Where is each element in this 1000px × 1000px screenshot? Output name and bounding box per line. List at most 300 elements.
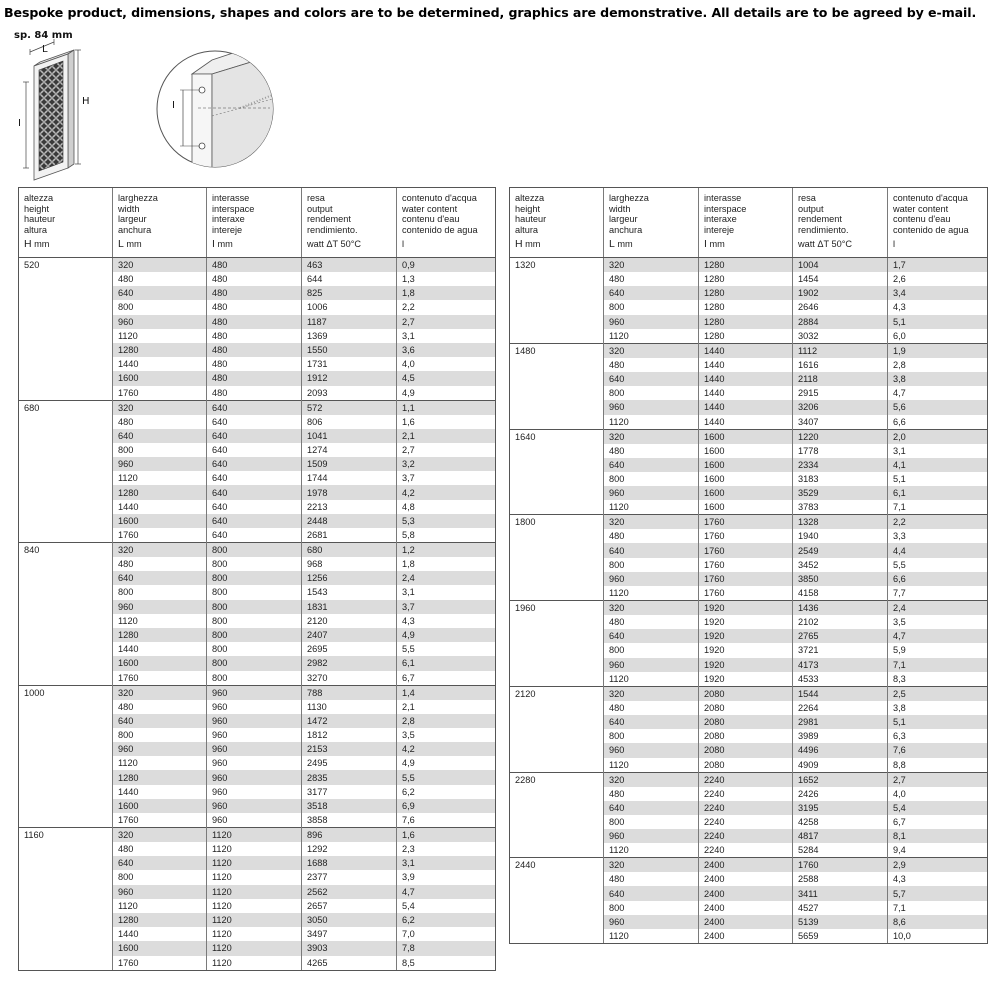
table-row: [510, 729, 988, 743]
interspace-cell: 640: [207, 471, 302, 485]
table-row: [19, 600, 496, 614]
header-line: interspace: [212, 203, 255, 214]
table-row: [19, 528, 496, 543]
output-cell: 2120: [302, 614, 397, 628]
water-content-cell: 6,6: [888, 415, 988, 430]
column-header: [302, 188, 397, 258]
interspace-cell: 960: [207, 770, 302, 784]
output-cell: 3177: [302, 785, 397, 799]
width-cell: 1760: [113, 671, 207, 686]
interspace-cell: 1760: [699, 529, 793, 543]
table-row: [19, 514, 496, 528]
output-cell: 2915: [793, 386, 888, 400]
table-row: [19, 728, 496, 742]
water-content-cell: 3,9: [397, 870, 496, 884]
output-cell: 1006: [302, 300, 397, 314]
table-row: [19, 429, 496, 443]
width-cell: 800: [604, 300, 699, 314]
output-cell: 1616: [793, 358, 888, 372]
table-row: [510, 272, 988, 286]
interspace-cell: 800: [207, 671, 302, 686]
table-row: [510, 400, 988, 414]
interspace-cell: 800: [207, 571, 302, 585]
column-header: [207, 188, 302, 258]
interspace-cell: 2400: [699, 858, 793, 873]
output-cell: 1778: [793, 444, 888, 458]
header-line: interaxe: [212, 214, 245, 225]
water-content-cell: 1,4: [397, 685, 496, 700]
width-letter: L: [42, 44, 48, 55]
table-row: [510, 815, 988, 829]
header-unit: [118, 239, 201, 250]
interspace-cell: 800: [207, 642, 302, 656]
height-cell: [510, 872, 604, 886]
header-line: width: [609, 203, 631, 214]
height-cell: [510, 729, 604, 743]
width-cell: 320: [604, 686, 699, 701]
output-cell: 1187: [302, 315, 397, 329]
water-content-cell: 3,5: [397, 728, 496, 742]
width-cell: 800: [604, 472, 699, 486]
width-cell: 1120: [113, 614, 207, 628]
interspace-cell: 1440: [699, 358, 793, 372]
table-row: [19, 272, 496, 286]
water-content-cell: 2,8: [397, 714, 496, 728]
water-content-cell: 6,9: [397, 799, 496, 813]
output-cell: 1544: [793, 686, 888, 701]
height-cell: [19, 357, 113, 371]
header-line: contenido de agua: [893, 224, 969, 235]
height-cell: [19, 842, 113, 856]
water-content-cell: 6,7: [888, 815, 988, 829]
width-cell: 640: [113, 856, 207, 870]
output-cell: 1112: [793, 343, 888, 358]
output-cell: 3206: [793, 400, 888, 414]
width-cell: 320: [113, 543, 207, 558]
table-row: [510, 915, 988, 929]
header-unit: [307, 239, 391, 250]
interspace-cell: 1760: [699, 572, 793, 586]
height-cell: 1160: [19, 828, 113, 843]
width-cell: 1120: [604, 929, 699, 944]
table-row: [19, 500, 496, 514]
output-cell: 463: [302, 258, 397, 273]
width-cell: 1120: [113, 329, 207, 343]
height-cell: [510, 829, 604, 843]
water-content-cell: 2,2: [397, 300, 496, 314]
table-row: [510, 415, 988, 430]
output-cell: 3989: [793, 729, 888, 743]
output-cell: 2681: [302, 528, 397, 543]
height-cell: 1000: [19, 685, 113, 700]
header-unit: [24, 239, 107, 250]
table-row: [510, 258, 988, 273]
table-row: [19, 885, 496, 899]
table-row: [19, 543, 496, 558]
water-content-cell: 4,4: [888, 543, 988, 557]
width-cell: 640: [604, 372, 699, 386]
output-cell: 1812: [302, 728, 397, 742]
table-row: [19, 557, 496, 571]
interspace-cell: 480: [207, 357, 302, 371]
table-row: [510, 858, 988, 873]
interspace-cell: 2240: [699, 815, 793, 829]
table-row: [19, 415, 496, 429]
water-content-cell: 2,6: [888, 272, 988, 286]
interspace-cell: 2400: [699, 915, 793, 929]
interspace-cell: 1920: [699, 643, 793, 657]
width-cell: 1120: [113, 471, 207, 485]
height-cell: [510, 901, 604, 915]
header-line: altura: [515, 224, 538, 235]
interspace-cell: 1120: [207, 870, 302, 884]
column-header: [793, 188, 888, 258]
water-content-cell: 6,3: [888, 729, 988, 743]
width-cell: 1440: [113, 785, 207, 799]
water-content-cell: 6,6: [888, 572, 988, 586]
interspace-cell: 2400: [699, 886, 793, 900]
output-cell: 1688: [302, 856, 397, 870]
height-cell: [19, 714, 113, 728]
interspace-cell: 2240: [699, 843, 793, 858]
interspace-cell: 2240: [699, 829, 793, 843]
height-cell: 1480: [510, 343, 604, 358]
height-cell: [510, 815, 604, 829]
water-content-cell: 7,1: [888, 500, 988, 515]
height-cell: [510, 629, 604, 643]
width-cell: 480: [604, 872, 699, 886]
width-cell: 320: [113, 828, 207, 843]
water-content-cell: 5,1: [888, 315, 988, 329]
width-cell: 960: [604, 658, 699, 672]
header-line: altezza: [515, 193, 545, 203]
width-cell: 1280: [113, 628, 207, 642]
table-row: [510, 801, 988, 815]
height-cell: [510, 372, 604, 386]
width-cell: 640: [604, 286, 699, 300]
table-row: [510, 601, 988, 616]
width-cell: 1280: [113, 343, 207, 357]
output-cell: 1436: [793, 601, 888, 616]
width-cell: 320: [604, 429, 699, 444]
header-line: intereje: [704, 224, 735, 235]
interspace-cell: 1760: [699, 515, 793, 530]
interspace-cell: 1600: [699, 458, 793, 472]
specs-table-left: [18, 187, 496, 971]
table-row: [510, 929, 988, 944]
interspace-cell: 960: [207, 685, 302, 700]
interspace-cell: 960: [207, 799, 302, 813]
interspace-cell: 1600: [699, 500, 793, 515]
output-cell: 1978: [302, 485, 397, 499]
height-cell: [19, 870, 113, 884]
water-content-cell: 8,8: [888, 758, 988, 773]
output-cell: 2102: [793, 615, 888, 629]
interspace-cell: 640: [207, 443, 302, 457]
width-cell: 480: [604, 615, 699, 629]
unit-text: mm: [617, 239, 633, 250]
water-content-cell: 7,7: [888, 586, 988, 601]
table-row: [19, 300, 496, 314]
interspace-cell: 1920: [699, 601, 793, 616]
water-content-cell: 2,1: [397, 429, 496, 443]
interspace-cell: 1440: [699, 343, 793, 358]
table-row: [510, 829, 988, 843]
output-cell: 1731: [302, 357, 397, 371]
table-row: [510, 358, 988, 372]
width-cell: 480: [604, 701, 699, 715]
output-cell: 2495: [302, 756, 397, 770]
height-cell: [19, 571, 113, 585]
output-cell: 4265: [302, 956, 397, 971]
width-cell: 960: [604, 486, 699, 500]
height-cell: [19, 856, 113, 870]
height-cell: [19, 671, 113, 686]
width-cell: 800: [604, 901, 699, 915]
width-cell: 960: [604, 572, 699, 586]
water-content-cell: 1,6: [397, 415, 496, 429]
height-cell: [19, 343, 113, 357]
header-line: altezza: [24, 193, 54, 203]
output-cell: 3411: [793, 886, 888, 900]
table-row: [19, 742, 496, 756]
column-header: [397, 188, 496, 258]
water-content-cell: 8,5: [397, 956, 496, 971]
water-content-cell: 1,7: [888, 258, 988, 273]
water-content-cell: 4,1: [888, 458, 988, 472]
output-cell: 1940: [793, 529, 888, 543]
width-cell: 480: [113, 415, 207, 429]
height-cell: [510, 886, 604, 900]
width-cell: 320: [604, 258, 699, 273]
water-content-cell: 1,2: [397, 543, 496, 558]
table-row: [19, 614, 496, 628]
header-line: larghezza: [118, 193, 158, 203]
interspace-cell: 1280: [699, 286, 793, 300]
output-cell: 1760: [793, 858, 888, 873]
height-cell: 1640: [510, 429, 604, 444]
unit-letter: L: [609, 238, 615, 251]
table-row: [510, 458, 988, 472]
radiator-front-drawing: [0, 26, 110, 186]
radiator-front-diagram: [0, 26, 110, 186]
header-line: anchura: [118, 224, 152, 235]
output-cell: 4158: [793, 586, 888, 601]
water-content-cell: 1,9: [888, 343, 988, 358]
width-cell: 800: [604, 815, 699, 829]
table-row: [19, 357, 496, 371]
width-cell: 1120: [604, 843, 699, 858]
width-cell: 1600: [113, 514, 207, 528]
table-row: [19, 770, 496, 784]
interspace-cell: 1120: [207, 856, 302, 870]
interspace-cell: 2080: [699, 758, 793, 773]
width-cell: 1280: [113, 485, 207, 499]
unit-letter: I: [212, 238, 215, 251]
unit-text: watt ΔT 50°C: [798, 239, 853, 250]
unit-letter: I: [704, 238, 707, 251]
output-cell: 5284: [793, 843, 888, 858]
width-cell: 320: [604, 343, 699, 358]
width-cell: 640: [113, 286, 207, 300]
table-row: [19, 671, 496, 686]
header-line: rendement: [798, 214, 842, 225]
height-cell: [510, 500, 604, 515]
header-line: rendimiento.: [798, 224, 849, 235]
height-cell: [19, 585, 113, 599]
height-cell: [510, 400, 604, 414]
output-cell: 1220: [793, 429, 888, 444]
height-cell: [510, 415, 604, 430]
output-cell: 2562: [302, 885, 397, 899]
connection-detail-diagram: [150, 44, 280, 174]
height-cell: [19, 457, 113, 471]
header-line: altura: [24, 224, 47, 235]
width-cell: 640: [604, 801, 699, 815]
table-row: [510, 715, 988, 729]
table-row: [510, 472, 988, 486]
output-cell: 3518: [302, 799, 397, 813]
height-cell: [19, 557, 113, 571]
width-cell: 1120: [604, 586, 699, 601]
water-content-cell: 1,8: [397, 286, 496, 300]
unit-letter: H: [24, 238, 32, 251]
interspace-cell: 640: [207, 429, 302, 443]
table-row: [19, 371, 496, 385]
water-content-cell: 3,6: [397, 343, 496, 357]
water-content-cell: 4,9: [397, 386, 496, 401]
height-cell: 1800: [510, 515, 604, 530]
unit-text: mm: [34, 239, 50, 250]
interspace-cell: 2240: [699, 801, 793, 815]
connection-detail-drawing: [150, 44, 280, 174]
height-cell: [19, 514, 113, 528]
width-cell: 1760: [113, 956, 207, 971]
water-content-cell: 3,7: [397, 471, 496, 485]
water-content-cell: 10,0: [888, 929, 988, 944]
width-cell: 1600: [113, 941, 207, 955]
header-line: output: [307, 203, 333, 214]
interspace-cell: 1120: [207, 941, 302, 955]
width-cell: 960: [113, 742, 207, 756]
width-cell: 1600: [113, 371, 207, 385]
water-content-cell: 7,1: [888, 658, 988, 672]
output-cell: 3858: [302, 813, 397, 828]
water-content-cell: 6,1: [397, 656, 496, 670]
table-row: [510, 872, 988, 886]
height-cell: [19, 628, 113, 642]
height-cell: [510, 929, 604, 944]
height-cell: [510, 329, 604, 344]
width-cell: 1600: [113, 656, 207, 670]
interspace-cell: 1920: [699, 629, 793, 643]
table-row: [19, 628, 496, 642]
height-cell: [510, 444, 604, 458]
interspace-cell: 1280: [699, 258, 793, 273]
height-cell: [19, 770, 113, 784]
water-content-cell: 1,1: [397, 400, 496, 415]
width-cell: 1120: [604, 500, 699, 515]
header-unit: [515, 239, 598, 250]
output-cell: 1831: [302, 600, 397, 614]
output-cell: 1369: [302, 329, 397, 343]
height-cell: [19, 913, 113, 927]
interspace-cell: 1120: [207, 913, 302, 927]
output-cell: 4496: [793, 743, 888, 757]
width-cell: 640: [604, 543, 699, 557]
column-header: [113, 188, 207, 258]
water-content-cell: 4,0: [397, 357, 496, 371]
table-row: [510, 558, 988, 572]
table-row: [19, 842, 496, 856]
table-row: [19, 700, 496, 714]
interspace-cell: 480: [207, 258, 302, 273]
table-row: [19, 714, 496, 728]
header-line: height: [24, 203, 50, 214]
height-cell: [19, 528, 113, 543]
unit-text: l: [402, 239, 405, 250]
table-row: [510, 658, 988, 672]
water-content-cell: 5,5: [888, 558, 988, 572]
interspace-cell: 1760: [699, 586, 793, 601]
output-cell: 2884: [793, 315, 888, 329]
disclaimer-banner: Bespoke product, dimensions, shapes and colors are to be determined, graphics are demonstrative. All details are to be agreed by e-mail.: [4, 5, 977, 20]
water-content-cell: 7,6: [888, 743, 988, 757]
interspace-cell: 480: [207, 371, 302, 385]
water-content-cell: 3,1: [888, 444, 988, 458]
interspace-cell: 1920: [699, 672, 793, 687]
header-line: contenuto d'acqua: [893, 193, 968, 203]
water-content-cell: 2,4: [888, 601, 988, 616]
interspace-cell: 1600: [699, 472, 793, 486]
output-cell: 4258: [793, 815, 888, 829]
header-line: water content: [402, 203, 458, 214]
water-content-cell: 3,8: [888, 372, 988, 386]
height-cell: [510, 787, 604, 801]
table-row: [19, 329, 496, 343]
table-row: [510, 529, 988, 543]
output-cell: 2407: [302, 628, 397, 642]
output-cell: 4817: [793, 829, 888, 843]
height-cell: [510, 472, 604, 486]
output-cell: 3497: [302, 927, 397, 941]
table-row: [19, 457, 496, 471]
width-cell: 1120: [604, 415, 699, 430]
table-row: [510, 444, 988, 458]
output-cell: 2448: [302, 514, 397, 528]
water-content-cell: 1,8: [397, 557, 496, 571]
water-content-cell: 6,1: [888, 486, 988, 500]
width-cell: 1120: [113, 899, 207, 913]
water-content-cell: 8,3: [888, 672, 988, 687]
height-cell: [510, 386, 604, 400]
output-cell: 2549: [793, 543, 888, 557]
height-cell: [19, 728, 113, 742]
output-cell: 2982: [302, 656, 397, 670]
height-cell: [19, 286, 113, 300]
height-cell: [510, 801, 604, 815]
output-cell: 2153: [302, 742, 397, 756]
width-cell: 640: [604, 629, 699, 643]
interspace-cell: 1760: [699, 558, 793, 572]
header-line: interspace: [704, 203, 747, 214]
height-cell: [510, 286, 604, 300]
interspace-cell: 480: [207, 286, 302, 300]
interspace-cell: 480: [207, 300, 302, 314]
water-content-cell: 8,6: [888, 915, 988, 929]
unit-text: l: [893, 239, 896, 250]
table-row: [510, 372, 988, 386]
